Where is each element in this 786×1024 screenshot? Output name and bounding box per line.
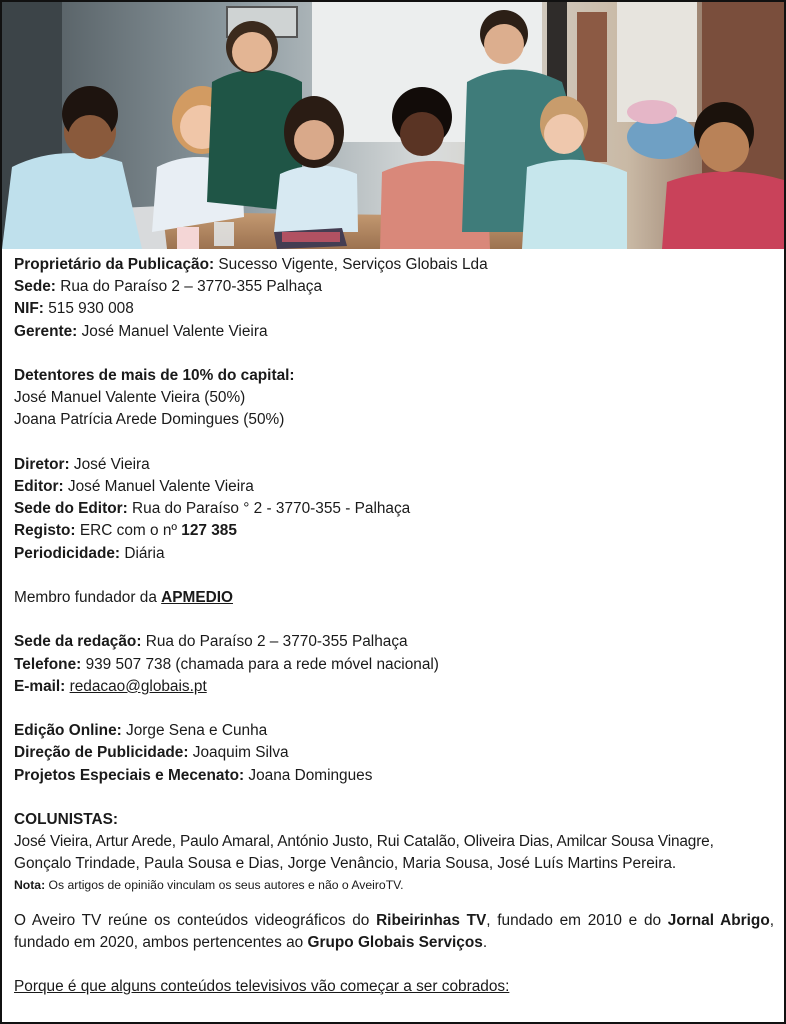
team-photo: [2, 2, 784, 249]
membership-text: Membro fundador da: [14, 589, 157, 606]
ads-value: Joaquim Silva: [192, 744, 289, 762]
newsroom-label: Sede da redação:: [14, 633, 142, 651]
about-text: O Aveiro TV reúne os conteúdos videográficos do: [14, 911, 370, 929]
seat-label: Sede:: [14, 278, 56, 296]
publication-info: [14, 254, 774, 998]
online-value: Jorge Sena e Cunha: [126, 722, 268, 740]
capital-holder: José Manuel Valente Vieira (50%): [14, 389, 246, 407]
owner-value: Sucesso Vigente, Serviços Globais Lda: [218, 256, 488, 273]
editor-value: José Manuel Valente Vieira: [67, 478, 254, 495]
email-link[interactable]: redacao@globais.pt: [69, 677, 207, 695]
registry-number: 127 385: [181, 522, 237, 540]
owner-line: [14, 254, 774, 276]
about-text: .: [482, 933, 488, 951]
capital-heading: Detentores de mais de 10% do capital:: [14, 367, 295, 384]
editor-seat-line: [14, 498, 774, 520]
ads-label: Direção de Publicidade:: [14, 744, 189, 762]
newsroom-line: [14, 631, 774, 653]
email-line: [14, 676, 774, 698]
brand-ribeirinhas: Ribeirinhas TV: [376, 911, 487, 929]
special-value: Joana Domingues: [248, 766, 373, 784]
seat-line: [14, 276, 774, 298]
about-paragraph: [14, 910, 774, 954]
manager-line: [14, 321, 774, 343]
capital-holder: Joana Patrícia Arede Domingues (50%): [14, 411, 285, 429]
special-label: Projetos Especiais e Mecenato:: [14, 766, 245, 784]
periodicity-line: [14, 543, 774, 565]
phone-line: [14, 654, 774, 676]
brand-grupo: Grupo Globais Serviços: [307, 933, 483, 951]
about-text: , fundado em 2020, ambos pertencentes ao: [14, 911, 774, 951]
phone-value: 939 507 738 (chamada para a rede móvel nacional): [85, 655, 439, 673]
editor-seat-label: Sede do Editor:: [14, 500, 128, 518]
about-text: , fundado em 2010 e do: [486, 911, 662, 929]
registry-label: Registo:: [14, 522, 76, 540]
online-line: [14, 720, 774, 742]
special-line: [14, 765, 774, 787]
online-label: Edição Online:: [14, 722, 122, 740]
columnists-list-line: José Vieira, Artur Arede, Paulo Amaral, António Justo, Rui Catalão, Oliveira Dias, Amilcar Sousa Vinagre,: [14, 833, 714, 851]
columnists-list-line: Gonçalo Trindade, Paula Sousa e Dias, Jorge Venâncio, Maria Sousa, José Luís Martins Pereira.: [14, 855, 677, 873]
editor-seat-value: Rua do Paraíso ° 2 - 3770-355 - Palhaça: [132, 500, 411, 518]
periodicity-label: Periodicidade:: [14, 544, 121, 562]
note-text: Os artigos de opinião vinculam os seus autores e não o AveiroTV.: [48, 877, 404, 892]
registry-line: [14, 520, 774, 542]
paid-content-link[interactable]: Porque é que alguns conteúdos televisivos vão começar a ser cobrados:: [14, 978, 510, 996]
columnists-note: [14, 876, 774, 894]
newsroom-value: Rua do Paraíso 2 – 3770-355 Palhaça: [145, 633, 408, 651]
director-line: [14, 454, 774, 476]
editor-line: [14, 476, 774, 498]
nif-label: NIF:: [14, 300, 44, 318]
ads-line: [14, 742, 774, 764]
phone-label: Telefone:: [14, 655, 82, 673]
brand-jornal-abrigo: Jornal Abrigo: [667, 911, 770, 929]
email-label: E-mail:: [14, 677, 66, 695]
membership-line: [14, 587, 774, 609]
nif-value: 515 930 008: [48, 300, 134, 318]
manager-label: Gerente:: [14, 322, 78, 340]
seat-value: Rua do Paraíso 2 – 3770-355 Palhaça: [60, 278, 323, 296]
note-label: Nota:: [14, 877, 46, 892]
director-value: José Vieira: [73, 455, 150, 473]
manager-value: José Manuel Valente Vieira: [81, 322, 268, 340]
director-label: Diretor:: [14, 455, 70, 473]
registry-prefix: ERC com o nº: [79, 522, 177, 540]
editor-label: Editor:: [14, 478, 64, 495]
columnists-heading: COLUNISTAS:: [14, 810, 119, 828]
periodicity-value: Diária: [124, 544, 165, 562]
owner-label: Proprietário da Publicação:: [14, 256, 215, 273]
nif-line: [14, 298, 774, 320]
apmedio-link[interactable]: APMEDIO: [161, 589, 233, 606]
